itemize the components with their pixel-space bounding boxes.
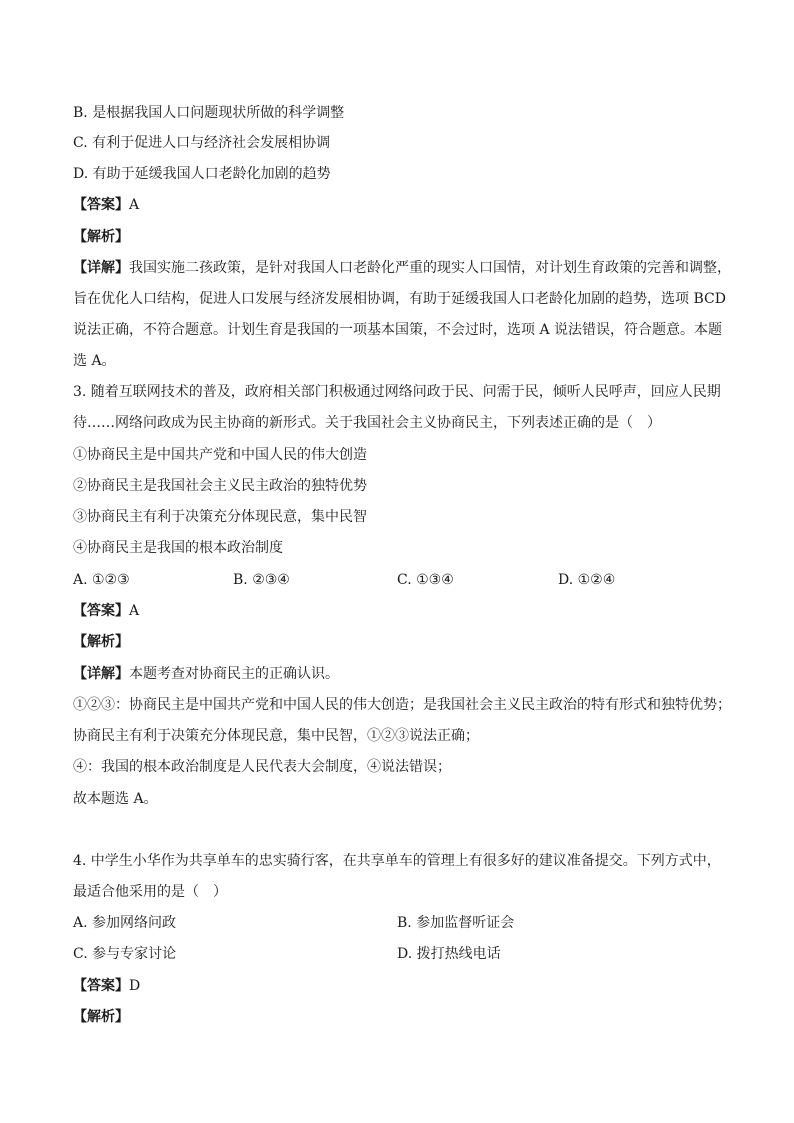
q4-analysis-tag: 【解析】	[73, 1009, 129, 1025]
detail-tag: 【详解】	[73, 260, 129, 276]
q2-analysis-tag: 【解析】	[73, 229, 129, 245]
q3-answer	[73, 601, 139, 621]
q3-detail-line-5: 故本题选 A。	[73, 791, 158, 807]
q4-option-a: A. 参加网络问政	[73, 915, 177, 931]
answer-value: D	[129, 978, 141, 994]
q3-detail-line-1	[73, 664, 339, 684]
q2-answer	[73, 195, 139, 215]
q2-detail-line-3: 说法正确，不符合题意。计划生育是我国的一项基本国策，不会过时，选项 A 说法错误，符合题意。本题	[73, 322, 723, 338]
q2-detail-line-2: 旨在优化人口结构，促进人口发展与经济发展相协调，有助于延缓我国人口老龄化加剧的趋势，选项 BCD	[73, 291, 726, 307]
q3-option-a: A. ①②③	[73, 572, 130, 588]
q3-statement-4: ④协商民主是我国的根本政治制度	[73, 540, 283, 556]
q3-detail-line-3: 协商民主有利于决策充分体现民意，集中民智，①②③说法正确；	[73, 728, 479, 744]
q3-stem-line-2: 待……网络问政成为民主协商的新形式。关于我国社会主义协商民主，下列表述正确的是（ ）	[73, 415, 661, 431]
q4-option-d: D. 拨打热线电话	[397, 946, 501, 962]
q3-statement-3: ③协商民主有利于决策充分体现民意，集中民智	[73, 509, 367, 525]
q4-option-b: B. 参加监督听证会	[397, 915, 515, 931]
detail-text: 我国实施二孩政策，是针对我国人口老龄化严重的现实人口国情，对计划生育政策的完善和调整，	[129, 260, 731, 276]
q3-statement-1: ①协商民主是中国共产党和中国人民的伟大创造	[73, 447, 367, 463]
q3-option-d: D. ①②④	[558, 572, 616, 588]
answer-tag: 【答案】	[73, 603, 129, 619]
q2-detail-line-1	[73, 258, 731, 278]
answer-tag: 【答案】	[73, 197, 129, 213]
q2-option-b: B. 是根据我国人口问题现状所做的科学调整	[73, 105, 345, 121]
q3-option-c: C. ①③④	[397, 572, 454, 588]
q2-option-c: C. 有利于促进人口与经济社会发展相协调	[73, 135, 331, 151]
q2-detail-line-4: 选 A。	[73, 353, 116, 369]
detail-tag: 【详解】	[73, 666, 129, 682]
q4-stem-line-2: 最适合他采用的是（ ）	[73, 884, 227, 900]
q3-analysis-tag: 【解析】	[73, 634, 129, 650]
q4-option-c: C. 参与专家讨论	[73, 946, 177, 962]
q4-stem-line-1: 4. 中学生小华作为共享单车的忠实骑行客，在共享单车的管理上有很多好的建议准备提交。下列方式中，	[73, 853, 721, 869]
answer-tag: 【答案】	[73, 978, 129, 994]
answer-value: A	[129, 603, 140, 619]
q3-detail-line-2: ①②③：协商民主是中国共产党和中国人民的伟大创造；是我国社会主义民主政治的特有形式和独特优势；	[73, 697, 731, 713]
q3-statement-2: ②协商民主是我国社会主义民主政治的独特优势	[73, 478, 367, 494]
detail-text: 本题考查对协商民主的正确认识。	[129, 666, 339, 682]
answer-value: A	[129, 197, 140, 213]
q4-answer	[73, 976, 140, 996]
q3-stem-line-1: 3. 随着互联网技术的普及，政府相关部门积极通过网络问政于民、问需于民，倾听人民呼声，回应人民期	[73, 384, 721, 400]
q3-detail-line-4: ④：我国的根本政治制度是人民代表大会制度，④说法错误；	[73, 759, 451, 775]
q2-option-d: D. 有助于延缓我国人口老龄化加剧的趋势	[73, 166, 331, 182]
q3-option-b: B. ②③④	[233, 572, 290, 588]
